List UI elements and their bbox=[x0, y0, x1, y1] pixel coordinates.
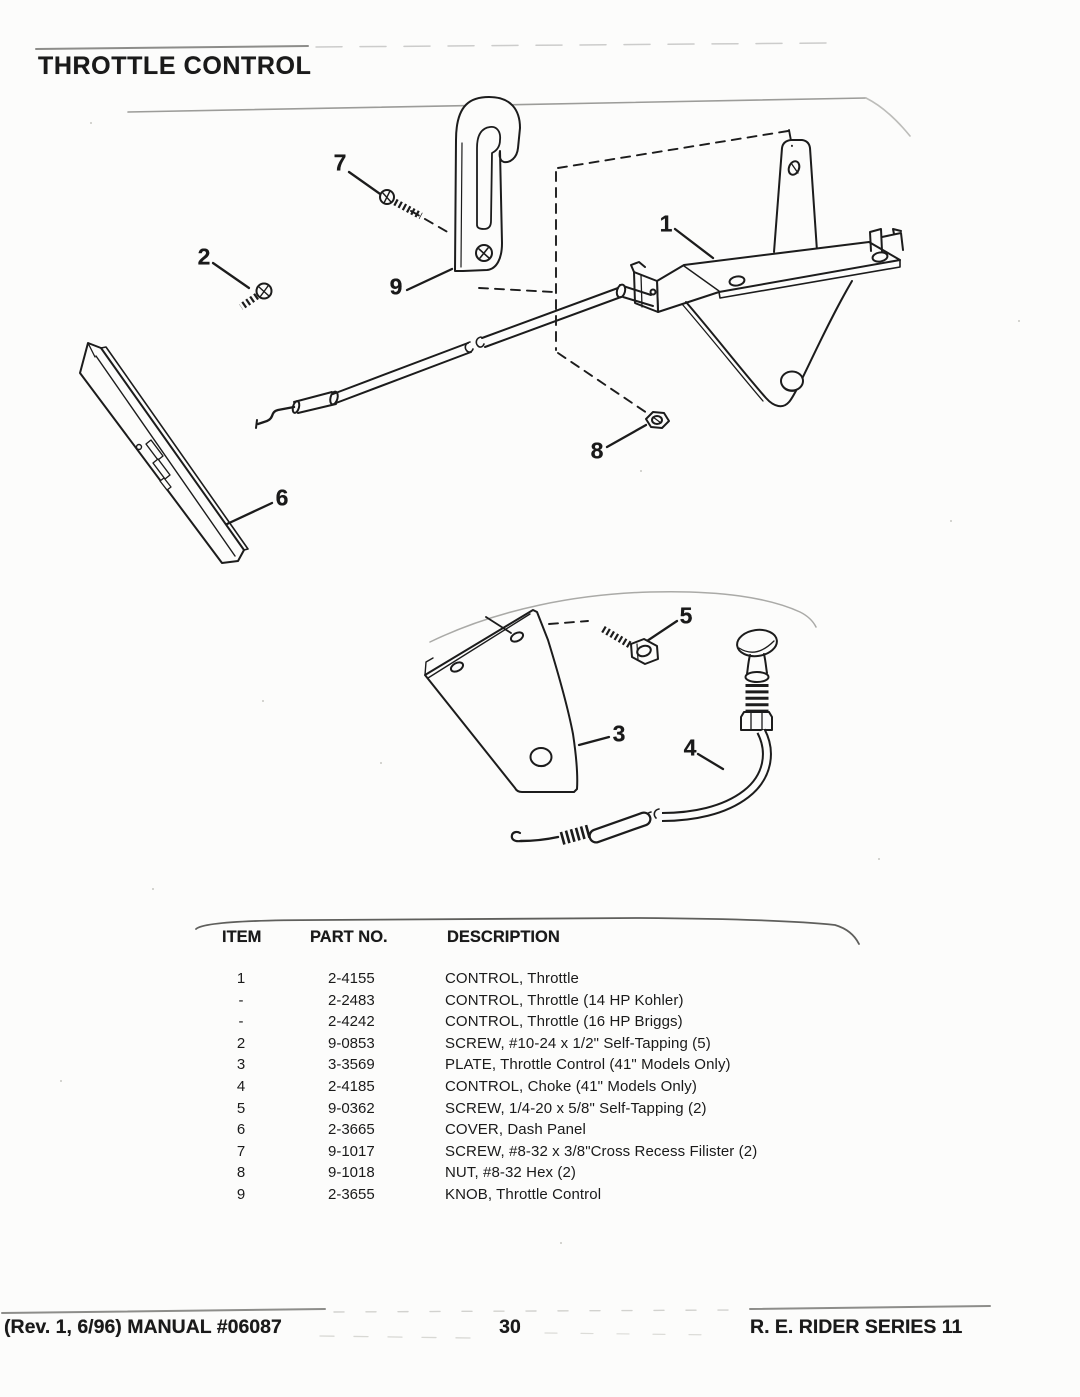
cell-description: SCREW, #8-32 x 3/8"Cross Recess Filister (2) bbox=[445, 1142, 758, 1160]
table-row bbox=[0, 1141, 1080, 1163]
page-title: THROTTLE CONTROL bbox=[38, 52, 312, 80]
throttle-cable-drawing bbox=[256, 284, 656, 428]
table-row bbox=[0, 1011, 1080, 1033]
col-header-part-no: PART NO. bbox=[310, 928, 388, 946]
cell-item: 5 bbox=[236, 1099, 246, 1117]
cell-description: PLATE, Throttle Control (41" Models Only) bbox=[445, 1056, 731, 1074]
cell-description: COVER, Dash Panel bbox=[445, 1121, 586, 1139]
screw-5-drawing bbox=[603, 629, 658, 664]
col-header-description: DESCRIPTION bbox=[447, 928, 560, 946]
table-row bbox=[0, 990, 1080, 1012]
throttle-knob-drawing bbox=[455, 97, 520, 271]
cell-part-no: 9-0362 bbox=[328, 1099, 375, 1117]
cell-item: 1 bbox=[236, 970, 246, 987]
cell-description: CONTROL, Throttle (16 HP Briggs) bbox=[445, 1013, 683, 1031]
callout-1: 1 bbox=[659, 210, 673, 237]
cell-item: 4 bbox=[236, 1077, 246, 1095]
cell-part-no: 2-3665 bbox=[328, 1121, 375, 1139]
callout-5: 5 bbox=[679, 602, 693, 629]
cell-description: CONTROL, Throttle bbox=[445, 970, 579, 987]
dash-panel-cover-drawing bbox=[80, 343, 248, 563]
cell-item: 2 bbox=[236, 1034, 246, 1052]
callout-3: 3 bbox=[612, 720, 626, 747]
table-row bbox=[0, 968, 1080, 990]
throttle-plate-drawing bbox=[425, 610, 577, 792]
cell-part-no: 2-4242 bbox=[328, 1013, 375, 1031]
cell-part-no: 2-2483 bbox=[328, 991, 375, 1009]
callout-8: 8 bbox=[590, 437, 604, 464]
footer-series: R. E. RIDER SERIES 11 bbox=[750, 1316, 963, 1338]
cell-part-no: 2-4155 bbox=[328, 970, 375, 987]
cell-item: - bbox=[238, 1013, 244, 1031]
table-row bbox=[0, 1184, 1080, 1206]
cell-part-no: 9-0853 bbox=[328, 1034, 375, 1052]
cell-description: NUT, #8-32 Hex (2) bbox=[445, 1164, 577, 1182]
cell-item: 9 bbox=[236, 1185, 246, 1203]
cell-part-no: 9-1017 bbox=[328, 1142, 375, 1160]
cell-item: 8 bbox=[236, 1164, 246, 1182]
table-row bbox=[0, 1054, 1080, 1076]
title-scan-line bbox=[36, 43, 830, 49]
cell-description: SCREW, 1/4-20 x 5/8" Self-Tapping (2) bbox=[445, 1099, 707, 1117]
cell-part-no: 9-1018 bbox=[328, 1164, 375, 1182]
cell-item: 6 bbox=[236, 1121, 246, 1139]
table-row bbox=[0, 1098, 1080, 1120]
screw-2-drawing bbox=[241, 284, 272, 308]
cell-description: KNOB, Throttle Control bbox=[445, 1185, 602, 1203]
callout-7: 7 bbox=[333, 149, 347, 176]
callout-2: 2 bbox=[197, 243, 211, 270]
parts-table bbox=[0, 968, 1080, 1206]
callout-9: 9 bbox=[389, 273, 403, 300]
callout-6: 6 bbox=[275, 484, 289, 511]
callout-4: 4 bbox=[683, 734, 697, 761]
footer-revision: (Rev. 1, 6/96) MANUAL #06087 bbox=[4, 1316, 282, 1338]
cell-item: 7 bbox=[236, 1142, 246, 1160]
cell-description: CONTROL, Choke (41" Models Only) bbox=[445, 1077, 697, 1095]
table-row bbox=[0, 1162, 1080, 1184]
nut-8-drawing bbox=[646, 412, 669, 428]
cell-part-no: 3-3569 bbox=[328, 1056, 375, 1074]
table-row bbox=[0, 1033, 1080, 1055]
cell-part-no: 2-3655 bbox=[328, 1185, 375, 1203]
col-header-item: ITEM bbox=[222, 928, 262, 946]
table-row bbox=[0, 1119, 1080, 1141]
screw-7-drawing bbox=[380, 190, 421, 216]
cell-item: - bbox=[238, 991, 244, 1009]
cell-description: CONTROL, Throttle (14 HP Kohler) bbox=[445, 991, 684, 1009]
cell-part-no: 2-4185 bbox=[328, 1077, 375, 1095]
throttle-control-bracket-drawing bbox=[631, 140, 903, 406]
table-row bbox=[0, 1076, 1080, 1098]
cell-description: SCREW, #10-24 x 1/2" Self-Tapping (5) bbox=[445, 1034, 711, 1052]
cell-item: 3 bbox=[236, 1056, 246, 1074]
page-number: 30 bbox=[499, 1316, 521, 1338]
